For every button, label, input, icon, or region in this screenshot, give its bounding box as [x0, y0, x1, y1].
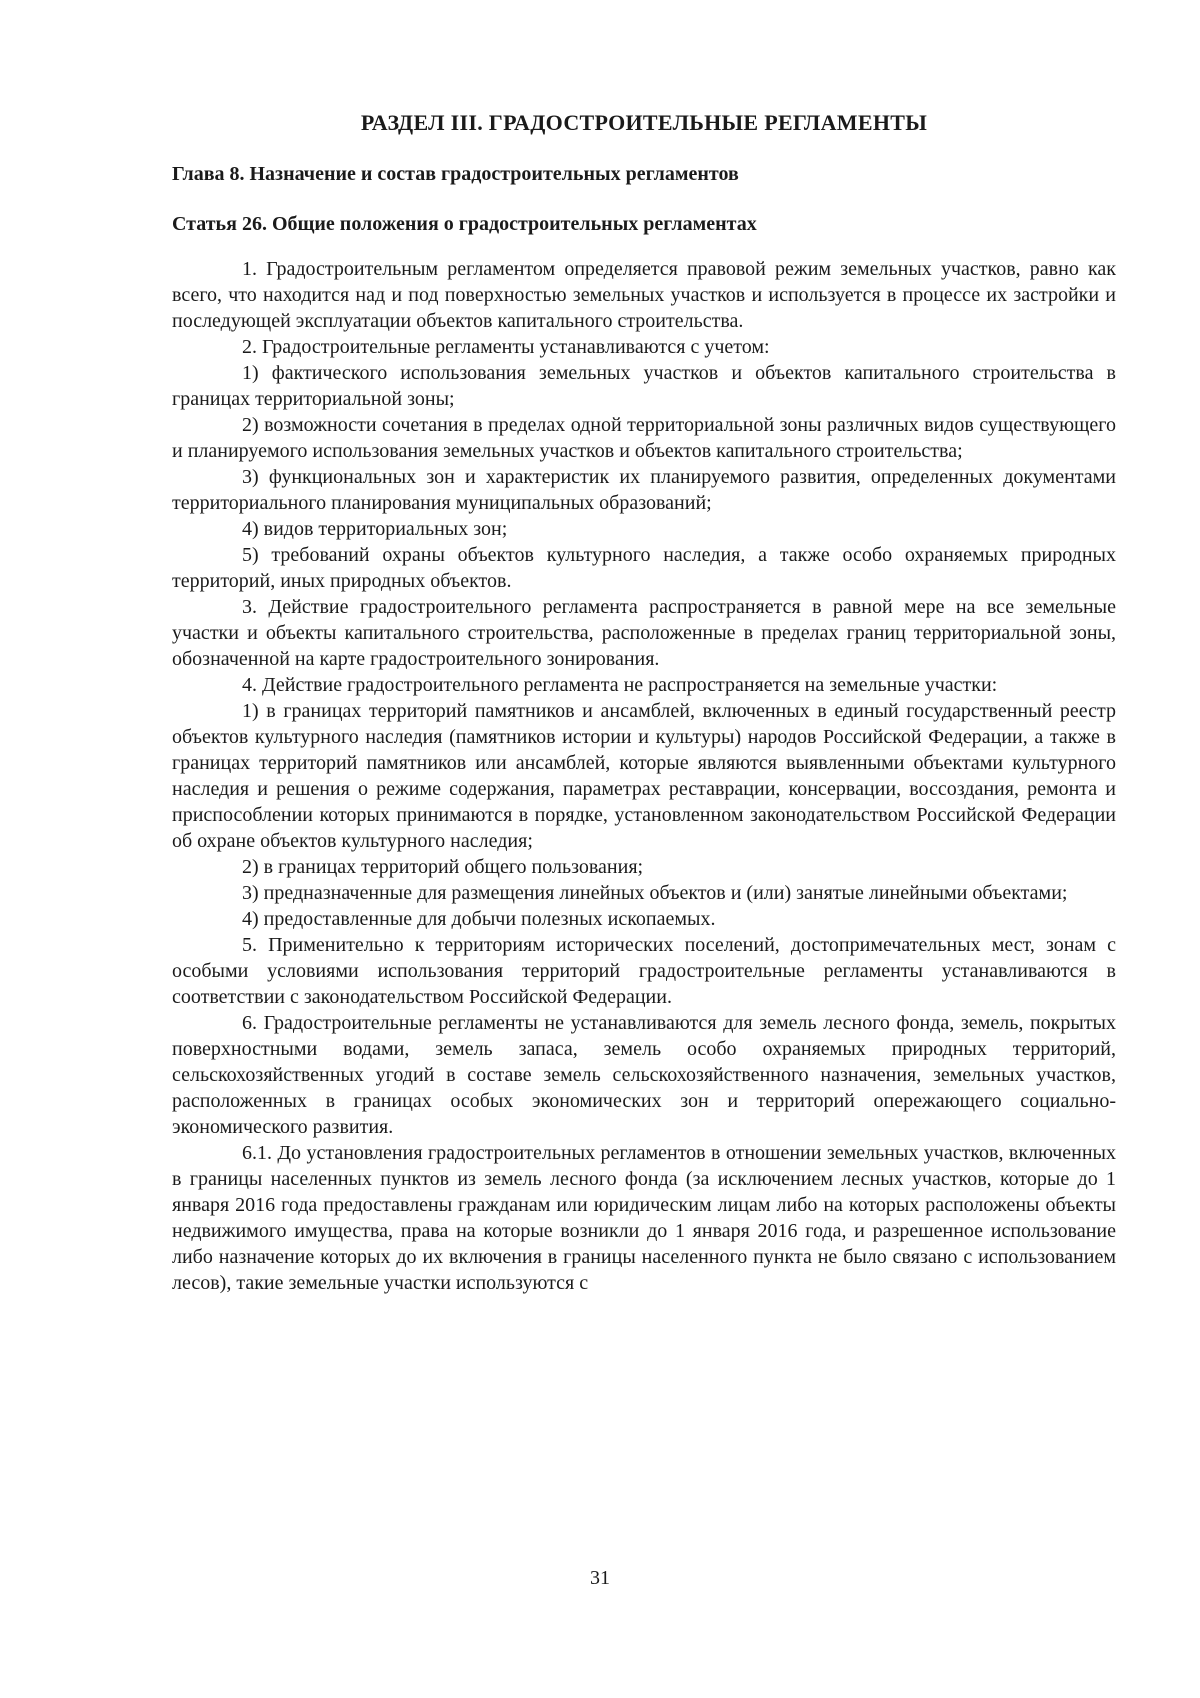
paragraph-6: 6. Градостроительные регламенты не устанавливаются для земель лесного фонда, земель, покрытых поверхностными водами, земель запаса, земель особо охраняемых природных территорий, сельскохозяйственных угодий в составе земель сельскохозяйственного назначения, земельных участков, расположенных в границах особых экономических зон и территорий опережающего социально-экономического развития. [172, 1012, 1116, 1138]
paragraph-3: 3. Действие градостроительного регламента распространяется в равной мере на все земельные участки и объекты капитального строительства, расположенные в пределах границ территориальной зоны, обозначенной на карте градостроительного зонирования. [172, 596, 1116, 670]
paragraph-4-item-4: 4) предоставленные для добычи полезных ископаемых. [242, 908, 716, 930]
paragraph-4-item-1: 1) в границах территорий памятников и ансамблей, включенных в единый государственный реестр объектов культурного наследия (памятников истории и культуры) народов Российской Федерации, а также в границах территорий памятников или ансамблей, которые являются выявленными объектами культурного наследия и решения о режиме содержания, параметрах реставрации, консервации, воссоздания, ремонта и приспособлении которых принимаются в порядке, установленном законодательством Российской Федерации об охране объектов культурного наследия; [172, 700, 1116, 852]
paragraph-4-item-2: 2) в границах территорий общего пользования; [242, 856, 644, 878]
page-number: 31 [590, 1567, 610, 1589]
paragraph-2-item-2: 2) возможности сочетания в пределах одной территориальной зоны различных видов существующего и планируемого использования земельных участков и объектов капитального строительства; [172, 414, 1116, 462]
document-page [172, 108, 1116, 1296]
paragraph-5: 5. Применительно к территориям исторических поселений, достопримечательных мест, зонам с особыми условиями использования территорий градостроительные регламенты устанавливаются в соответствии с законодательством Российской Федерации. [172, 934, 1116, 1008]
paragraph-2-item-1: 1) фактического использования земельных участков и объектов капитального строительства в границах территориальной зоны; [172, 362, 1116, 410]
section-title: РАЗДЕЛ III. ГРАДОСТРОИТЕЛЬНЫЕ РЕГЛАМЕНТЫ [360, 110, 928, 135]
article-title: Статья 26. Общие положения о градостроительных регламентах [172, 213, 757, 235]
chapter-title: Глава 8. Назначение и состав градостроительных регламентов [172, 163, 739, 185]
paragraph-1: 1. Градостроительным регламентом определяется правовой режим земельных участков, равно как всего, что находится над и под поверхностью земельных участков и используется в процессе их застройки и последующей эксплуатации объектов капитального строительства. [172, 258, 1116, 332]
paragraph-6-1: 6.1. До установления градостроительных регламентов в отношении земельных участков, включенных в границы населенных пунктов из земель лесного фонда (за исключением лесных участков, которые до 1 января 2016 года предоставлены гражданам или юридическим лицам либо на которых расположены объекты недвижимого имущества, права на которые возникли до 1 января 2016 года, и разрешенное использование либо назначение которых до их включения в границы населенного пункта не было связано с использованием лесов), такие земельные участки используются с [172, 1142, 1116, 1294]
paragraph-4: 4. Действие градостроительного регламента не распространяется на земельные участки: [242, 674, 998, 696]
paragraph-2: 2. Градостроительные регламенты устанавливаются с учетом: [242, 336, 770, 358]
paragraph-2-item-5: 5) требований охраны объектов культурного наследия, а также особо охраняемых природных территорий, иных природных объектов. [172, 544, 1116, 592]
paragraph-4-item-3: 3) предназначенные для размещения линейных объектов и (или) занятые линейными объектами; [242, 882, 1068, 904]
paragraph-2-item-3: 3) функциональных зон и характеристик их планируемого развития, определенных документами территориального планирования муниципальных образований; [172, 466, 1116, 514]
paragraph-2-item-4: 4) видов территориальных зон; [242, 518, 508, 540]
article-body [172, 256, 1116, 1296]
